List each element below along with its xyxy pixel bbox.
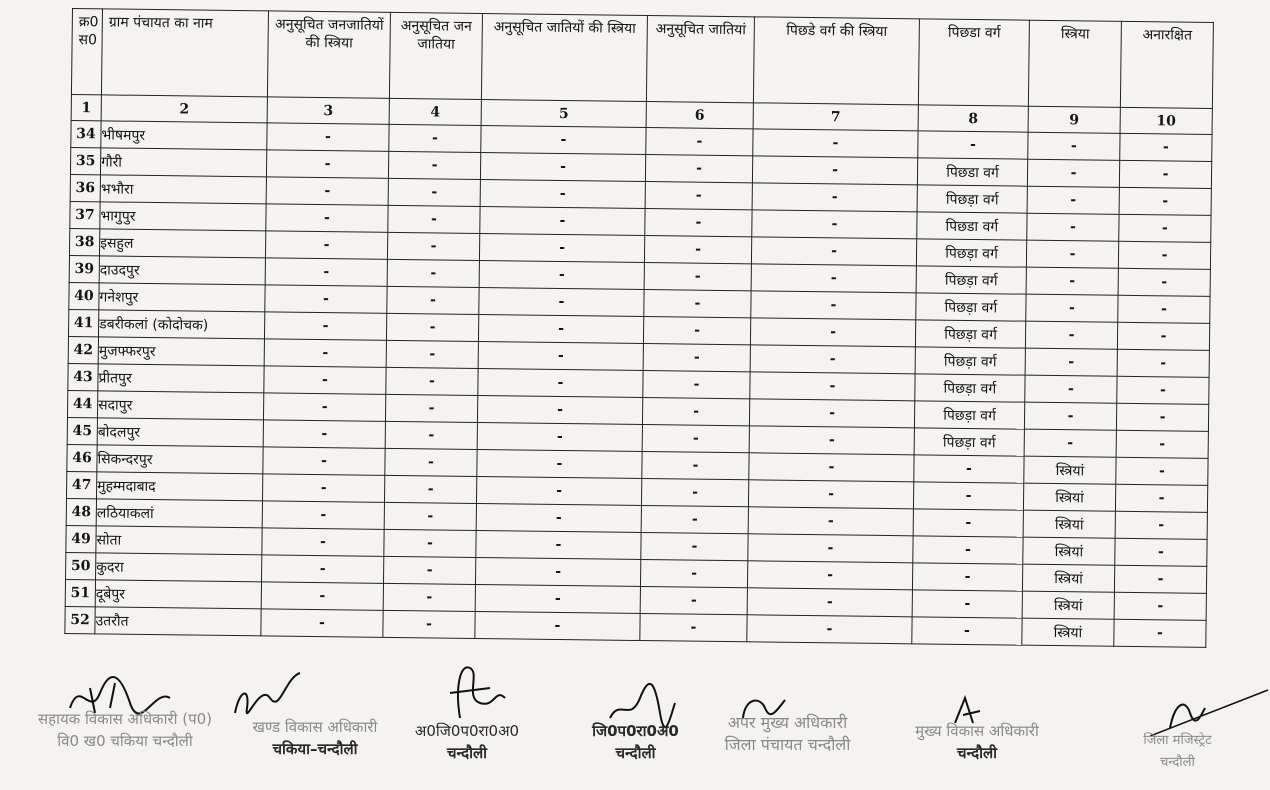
cell-obc: पिछड़ा वर्ग bbox=[916, 266, 1026, 294]
cell-st: - bbox=[383, 610, 475, 638]
cell-st: - bbox=[387, 259, 479, 287]
cell-obc: पिछड़ा वर्ग bbox=[915, 374, 1025, 402]
signature-mark bbox=[430, 658, 510, 728]
official-title: अ0जि0प0रा0अ0 bbox=[414, 722, 520, 740]
cell-st-women: - bbox=[265, 231, 387, 259]
official-title: जिला मजिस्ट्रेट bbox=[1143, 733, 1212, 748]
cell-sc: - bbox=[641, 478, 748, 506]
cell-gram-panchayat: सदापुर bbox=[97, 391, 263, 420]
col-header-women: स्त्रिया bbox=[1028, 20, 1121, 107]
official-title: सहायक विकास अधिकारी (प0) bbox=[37, 710, 213, 728]
cell-women: - bbox=[1026, 240, 1118, 268]
cell-st-women: - bbox=[263, 447, 385, 475]
cell-sc: - bbox=[645, 155, 752, 183]
cell-st: - bbox=[383, 583, 475, 611]
cell-obc-women: - bbox=[747, 615, 912, 644]
cell-serial: 36 bbox=[70, 174, 100, 201]
cell-women: - bbox=[1024, 429, 1116, 457]
cell-st: - bbox=[388, 151, 480, 179]
cell-unreserved: - bbox=[1120, 133, 1212, 161]
official-block bbox=[235, 716, 395, 760]
cell-st-women: - bbox=[262, 555, 384, 583]
col-header-st: अनुसूचित जन जातिया bbox=[389, 12, 482, 99]
cell-unreserved: - bbox=[1119, 187, 1211, 215]
cell-st-women: - bbox=[263, 393, 385, 421]
cell-women: - bbox=[1026, 294, 1118, 322]
cell-st-women: - bbox=[262, 474, 384, 502]
cell-obc-women: - bbox=[748, 480, 913, 509]
cell-obc-women: - bbox=[751, 237, 916, 266]
cell-st-women: - bbox=[265, 258, 387, 286]
cell-st: - bbox=[386, 367, 478, 395]
cell-gram-panchayat: डबरीकलां (कोदोचक) bbox=[98, 310, 264, 339]
cell-gram-panchayat: सोता bbox=[96, 526, 262, 555]
cell-st: - bbox=[384, 502, 476, 530]
cell-gram-panchayat: प्रीतपुर bbox=[98, 364, 264, 393]
cell-obc: - bbox=[913, 509, 1023, 537]
cell-obc-women: - bbox=[752, 183, 917, 212]
cell-sc: - bbox=[645, 209, 752, 237]
cell-obc-women: - bbox=[750, 372, 915, 401]
column-number: 9 bbox=[1028, 106, 1120, 133]
cell-sc-women: - bbox=[475, 611, 640, 640]
cell-st: - bbox=[384, 475, 476, 503]
reservation-table bbox=[64, 8, 1214, 648]
cell-sc: - bbox=[643, 344, 750, 372]
cell-obc-women: - bbox=[749, 453, 914, 482]
cell-st: - bbox=[384, 529, 476, 557]
cell-sc-women: - bbox=[478, 314, 643, 343]
cell-obc: - bbox=[913, 536, 1023, 564]
cell-gram-panchayat: सिकन्दरपुर bbox=[97, 445, 263, 474]
cell-gram-panchayat: उतरौत bbox=[95, 607, 261, 636]
cell-serial: 47 bbox=[67, 471, 97, 498]
cell-unreserved: - bbox=[1119, 214, 1211, 242]
cell-obc: पिछड़ा वर्ग bbox=[917, 185, 1027, 213]
cell-sc-women: - bbox=[477, 395, 642, 424]
cell-unreserved: - bbox=[1119, 160, 1211, 188]
cell-unreserved: - bbox=[1115, 511, 1207, 539]
cell-serial: 46 bbox=[67, 444, 97, 471]
cell-st: - bbox=[387, 286, 479, 314]
cell-st: - bbox=[386, 340, 478, 368]
cell-obc: पिछड़ा वर्ग bbox=[915, 347, 1025, 375]
official-office: वि0 ख0 चकिया चन्दौली bbox=[57, 732, 193, 750]
cell-st-women: - bbox=[267, 123, 389, 151]
cell-unreserved: - bbox=[1114, 565, 1206, 593]
cell-obc: पिछड़ा वर्ग bbox=[916, 239, 1026, 267]
cell-women: - bbox=[1026, 267, 1118, 295]
cell-obc: - bbox=[912, 617, 1022, 645]
cell-sc-women: - bbox=[479, 287, 644, 316]
cell-st: - bbox=[385, 448, 477, 476]
cell-obc-women: - bbox=[750, 318, 915, 347]
cell-unreserved: - bbox=[1118, 268, 1210, 296]
official-office: चन्दौली bbox=[1160, 755, 1195, 770]
cell-st: - bbox=[388, 178, 480, 206]
cell-serial: 35 bbox=[70, 147, 100, 174]
col-header-serial: क्र0 स0 bbox=[71, 9, 102, 95]
cell-obc-women: - bbox=[749, 426, 914, 455]
cell-sc: - bbox=[644, 290, 751, 318]
cell-sc: - bbox=[641, 505, 748, 533]
cell-gram-panchayat: गनेशपुर bbox=[99, 283, 265, 312]
cell-st-women: - bbox=[265, 285, 387, 313]
cell-sc: - bbox=[644, 263, 751, 291]
cell-obc: पिछडा वर्ग bbox=[917, 212, 1027, 240]
cell-obc-women: - bbox=[747, 561, 912, 590]
cell-women: स्त्रियां bbox=[1023, 510, 1115, 538]
column-number: 10 bbox=[1120, 107, 1212, 134]
cell-sc-women: - bbox=[478, 341, 643, 370]
signature-footer bbox=[0, 668, 1270, 790]
cell-sc: - bbox=[643, 371, 750, 399]
cell-unreserved: - bbox=[1115, 538, 1207, 566]
cell-gram-panchayat: भभौरा bbox=[100, 175, 266, 204]
col-header-obc: पिछडा वर्ग bbox=[918, 19, 1029, 106]
cell-sc: - bbox=[644, 236, 751, 264]
cell-women: स्त्रियां bbox=[1023, 483, 1115, 511]
cell-sc-women: - bbox=[479, 233, 644, 262]
official-title: जि0प0रा0अ0 bbox=[592, 722, 679, 740]
cell-st-women: - bbox=[264, 312, 386, 340]
cell-st-women: - bbox=[261, 582, 383, 610]
cell-gram-panchayat: दाउदपुर bbox=[99, 256, 265, 285]
cell-obc: - bbox=[913, 482, 1023, 510]
cell-sc: - bbox=[640, 613, 747, 641]
cell-st-women: - bbox=[266, 150, 388, 178]
cell-st-women: - bbox=[261, 609, 383, 637]
cell-sc: - bbox=[642, 425, 749, 453]
column-number: 8 bbox=[918, 105, 1028, 132]
cell-gram-panchayat: भीषमपुर bbox=[101, 121, 267, 150]
cell-obc: पिछड़ा वर्ग bbox=[914, 401, 1024, 429]
cell-unreserved: - bbox=[1114, 592, 1206, 620]
cell-gram-panchayat: मुहम्मदाबाद bbox=[97, 472, 263, 501]
cell-unreserved: - bbox=[1118, 295, 1210, 323]
cell-st-women: - bbox=[264, 339, 386, 367]
cell-sc: - bbox=[645, 182, 752, 210]
cell-women: - bbox=[1027, 159, 1119, 187]
cell-sc: - bbox=[642, 398, 749, 426]
cell-obc: पिछड़ा वर्ग bbox=[915, 320, 1025, 348]
cell-serial: 51 bbox=[65, 579, 95, 606]
cell-st: - bbox=[386, 313, 478, 341]
cell-obc-women: - bbox=[752, 156, 917, 185]
cell-serial: 43 bbox=[68, 363, 98, 390]
cell-serial: 41 bbox=[68, 309, 98, 336]
cell-gram-panchayat: गौरी bbox=[100, 148, 266, 177]
cell-st: - bbox=[387, 232, 479, 260]
col-header-unreserved: अनारक्षित bbox=[1120, 21, 1213, 108]
cell-sc-women: - bbox=[475, 557, 640, 586]
official-office: चकिया–चन्दौली bbox=[272, 740, 358, 758]
cell-serial: 45 bbox=[67, 417, 97, 444]
cell-obc-women: - bbox=[748, 507, 913, 536]
cell-unreserved: - bbox=[1115, 484, 1207, 512]
cell-unreserved: - bbox=[1116, 457, 1208, 485]
cell-obc-women: - bbox=[750, 345, 915, 374]
cell-obc-women: - bbox=[748, 534, 913, 563]
cell-women: - bbox=[1025, 375, 1117, 403]
cell-women: - bbox=[1027, 213, 1119, 241]
official-block bbox=[1115, 730, 1240, 774]
cell-women: स्त्रियां bbox=[1022, 618, 1114, 646]
official-office: चन्दौली bbox=[446, 744, 488, 762]
cell-obc: - bbox=[914, 455, 1024, 483]
official-office: चन्दौली bbox=[615, 744, 656, 762]
cell-sc-women: - bbox=[479, 260, 644, 289]
cell-st: - bbox=[385, 421, 477, 449]
cell-sc: - bbox=[640, 559, 747, 587]
cell-sc-women: - bbox=[477, 422, 642, 451]
col-header-sc: अनुसूचित जातियां bbox=[646, 16, 754, 103]
cell-women: - bbox=[1028, 132, 1120, 160]
cell-sc: - bbox=[640, 586, 747, 614]
cell-unreserved: - bbox=[1116, 430, 1208, 458]
cell-st-women: - bbox=[262, 528, 384, 556]
cell-serial: 40 bbox=[69, 282, 99, 309]
cell-obc-women: - bbox=[752, 210, 917, 239]
official-block bbox=[690, 712, 885, 756]
cell-women: स्त्रियां bbox=[1022, 564, 1114, 592]
cell-st: - bbox=[388, 205, 480, 233]
cell-gram-panchayat: बोदलपुर bbox=[97, 418, 263, 447]
column-number: 6 bbox=[646, 102, 753, 129]
col-header-obc-women: पिछडे वर्ग की स्त्रिया bbox=[753, 17, 919, 105]
official-block bbox=[392, 720, 542, 764]
cell-serial: 44 bbox=[67, 390, 97, 417]
cell-women: - bbox=[1024, 402, 1116, 430]
cell-women: - bbox=[1027, 186, 1119, 214]
cell-gram-panchayat: भागुपुर bbox=[100, 202, 266, 231]
cell-unreserved: - bbox=[1117, 322, 1209, 350]
col-header-sc-women: अनुसूचित जातियों की स्त्रिया bbox=[481, 14, 647, 102]
cell-serial: 38 bbox=[69, 228, 99, 255]
cell-serial: 39 bbox=[69, 255, 99, 282]
cell-sc-women: - bbox=[478, 368, 643, 397]
cell-st-women: - bbox=[266, 204, 388, 232]
cell-sc: - bbox=[641, 532, 748, 560]
cell-sc-women: - bbox=[476, 530, 641, 559]
cell-obc-women: - bbox=[751, 291, 916, 320]
column-number: 7 bbox=[753, 103, 918, 131]
cell-obc-women: - bbox=[753, 129, 918, 158]
cell-serial: 42 bbox=[68, 336, 98, 363]
cell-sc-women: - bbox=[481, 126, 646, 155]
col-header-st-women: अनुसूचित जनजातियों की स्त्रिया bbox=[267, 11, 390, 98]
cell-women: स्त्रियां bbox=[1023, 537, 1115, 565]
cell-sc: - bbox=[643, 317, 750, 345]
cell-gram-panchayat: लठियाकलां bbox=[96, 499, 262, 528]
cell-obc: - bbox=[918, 131, 1028, 159]
official-title: अपर मुख्य अधिकारी bbox=[727, 713, 848, 732]
cell-women: - bbox=[1025, 321, 1117, 349]
cell-serial: 37 bbox=[70, 201, 100, 228]
cell-unreserved: - bbox=[1118, 241, 1210, 269]
cell-obc: पिछड़ा वर्ग bbox=[916, 293, 1026, 321]
cell-gram-panchayat: मुजफ्फरपुर bbox=[98, 337, 264, 366]
column-number: 3 bbox=[267, 97, 389, 124]
cell-women: - bbox=[1025, 348, 1117, 376]
cell-serial: 34 bbox=[71, 120, 101, 147]
cell-sc-women: - bbox=[476, 476, 641, 505]
cell-obc-women: - bbox=[747, 588, 912, 617]
cell-unreserved: - bbox=[1117, 376, 1209, 404]
cell-sc-women: - bbox=[480, 153, 645, 182]
cell-sc-women: - bbox=[477, 449, 642, 478]
official-office: जिला पंचायत चन्दौली bbox=[724, 735, 851, 754]
cell-st-women: - bbox=[263, 420, 385, 448]
cell-st: - bbox=[385, 394, 477, 422]
column-number: 2 bbox=[101, 95, 267, 123]
cell-sc-women: - bbox=[476, 503, 641, 532]
cell-obc: पिछड़ा वर्ग bbox=[914, 428, 1024, 456]
cell-st: - bbox=[389, 124, 481, 152]
cell-obc: - bbox=[912, 563, 1022, 591]
cell-sc: - bbox=[646, 128, 753, 156]
cell-sc: - bbox=[642, 451, 749, 479]
cell-st: - bbox=[383, 556, 475, 584]
cell-serial: 49 bbox=[66, 525, 96, 552]
cell-st-women: - bbox=[266, 177, 388, 205]
column-number: 1 bbox=[71, 94, 101, 120]
cell-serial: 48 bbox=[66, 498, 96, 525]
cell-women: स्त्रियां bbox=[1022, 591, 1114, 619]
cell-gram-panchayat: कुदरा bbox=[96, 553, 262, 582]
column-number: 5 bbox=[481, 100, 646, 128]
official-block bbox=[892, 720, 1062, 764]
cell-st-women: - bbox=[262, 501, 384, 529]
cell-obc: पिछडा वर्ग bbox=[917, 158, 1027, 186]
cell-serial: 52 bbox=[65, 606, 95, 633]
cell-obc-women: - bbox=[751, 264, 916, 293]
reservation-sheet bbox=[64, 8, 1214, 648]
official-title: मुख्य विकास अधिकारी bbox=[915, 722, 1039, 740]
cell-gram-panchayat: दूबेपुर bbox=[95, 580, 261, 609]
cell-unreserved: - bbox=[1116, 403, 1208, 431]
cell-st-women: - bbox=[264, 366, 386, 394]
column-number: 4 bbox=[389, 98, 481, 125]
cell-sc-women: - bbox=[480, 207, 645, 236]
cell-obc-women: - bbox=[749, 399, 914, 428]
cell-serial: 50 bbox=[66, 552, 96, 579]
official-office: चन्दौली bbox=[956, 744, 998, 762]
cell-obc: - bbox=[912, 590, 1022, 618]
official-title: खण्ड विकास अधिकारी bbox=[252, 718, 378, 736]
cell-gram-panchayat: इसहुल bbox=[99, 229, 265, 258]
col-header-gram-panchayat: ग्राम पंचायत का नाम bbox=[101, 9, 268, 97]
cell-women: स्त्रियां bbox=[1024, 456, 1116, 484]
official-block bbox=[0, 708, 250, 752]
cell-sc-women: - bbox=[480, 180, 645, 209]
official-block bbox=[568, 720, 703, 764]
header-row bbox=[71, 9, 1213, 109]
cell-unreserved: - bbox=[1114, 619, 1206, 647]
cell-sc-women: - bbox=[475, 584, 640, 613]
cell-unreserved: - bbox=[1117, 349, 1209, 377]
